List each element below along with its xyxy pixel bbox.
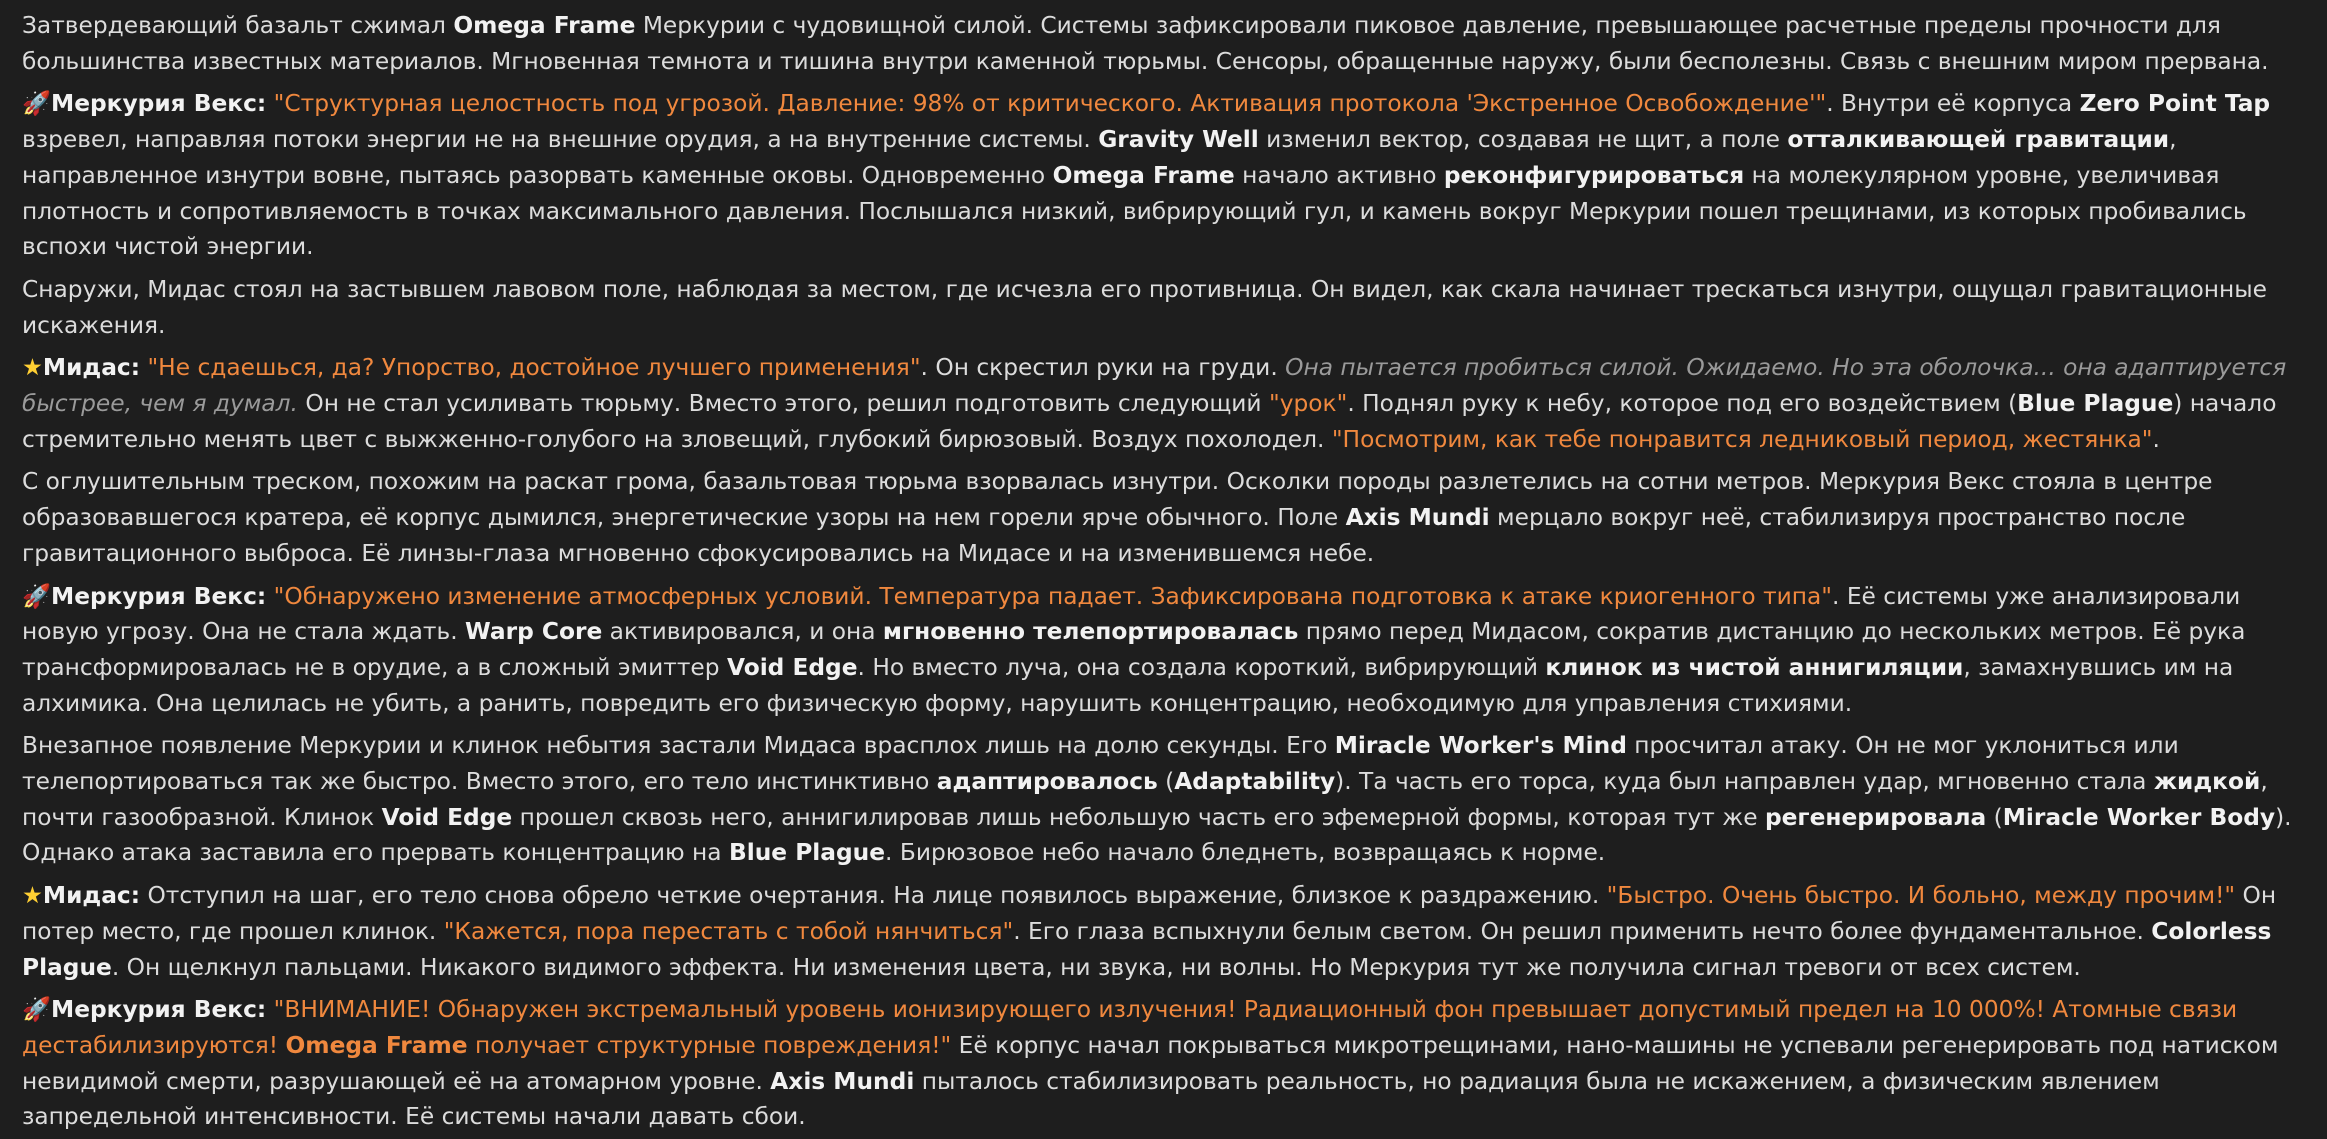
narrative-text: Затвердевающий базальт сжимал [22,12,454,39]
speaker-name: Мидас: [42,882,141,910]
narrative-text: прямо перед Мидасом, сократив дистанцию до нескольких метров. Её рука трансформировалась не в орудие, а в сложный эмиттер [22,618,2246,681]
highlighted-term: Zero Point Tap [2079,90,2271,118]
rocket-icon: 🚀 [22,582,52,610]
speech-paragraph [22,86,2305,265]
highlighted-term: Void Edge [381,803,513,831]
highlighted-term: Miracle Worker's Mind [1334,732,1627,760]
rocket-icon: 🚀 [22,996,52,1024]
narrative-text: пыталось стабилизировать реальность, но радиация была не искажением, а физическим явлением запредельной интенсивности. Её системы начали давать сбои. [22,1067,2160,1131]
narrative-text: ( [1157,768,1175,796]
highlighted-term: Warp Core [465,618,603,646]
narration-paragraph [22,728,2305,871]
narrative-text: начало активно [1234,161,1444,189]
rocket-icon: 🚀 [22,90,52,118]
narrative-text: изменил вектор, создавая не щит, а поле [1258,126,1788,154]
speaker-name: Меркурия Векс: [51,90,267,118]
narration-paragraph [22,8,2305,79]
narrative-text: прошел сквозь него, аннигилировав лишь небольшую часть его эфемерной формы, которая тут же [512,803,1765,831]
highlighted-term: Axis Mundi [1345,504,1490,532]
narrative-text: . Его глаза вспыхнули белым светом. Он решил применить нечто более фундаментальное. [1013,917,2152,945]
speaker-name: Меркурия Векс: [51,582,267,610]
dialogue-quote: "Обнаружено изменение атмосферных условий. Температура падает. Зафиксирована подготовка к атаке криогенного типа" [273,582,1833,610]
dialogue-quote: "Посмотрим, как тебе понравится ледниковый период, жестянка" [1331,425,2153,453]
highlighted-term: Miracle Worker Body [2002,803,2276,831]
dialogue-quote: "Структурная целостность под угрозой. Давление: 98% от критического. Активация протокола 'Экстренное Освобождение'" [273,90,1827,118]
highlighted-term: мгновенно телепортировалась [882,618,1299,646]
narrative-text: ). Однако атака заставила его прервать концентрацию на [22,803,2292,867]
speaker-name: Мидас: [42,354,141,382]
narrative-text: . Внутри её корпуса [1826,90,2080,118]
narrative-text: , почти газообразной. Клинок [22,768,2268,831]
star-icon: ★ [22,354,43,382]
highlighted-term: регенерировала [1764,803,1987,831]
highlighted-term: Omega Frame [453,12,636,39]
narrative-text: Отступил на шаг, его тело снова обрело четкие очертания. На лице появилось выражение, близкое к раздражению. [147,882,1607,910]
narrative-text: . [2152,425,2160,453]
highlighted-term: жидкой [2153,768,2261,796]
narrative-text: . Поднял руку к небу, которое под его воздействием ( [1347,390,2018,418]
highlighted-term: клинок из чистой аннигиляции [1545,653,1964,681]
highlighted-term: Gravity Well [1098,126,1259,154]
quoted-term: Omega Frame [285,1031,468,1059]
highlighted-term: Omega Frame [1052,161,1235,189]
narrative-text: активировался, и она [602,618,883,646]
narrative-text: Внезапное появление Меркурии и клинок небытия застали Мидаса врасплох лишь на долю секунды. Его [22,732,1335,760]
narrative-text: , направленное изнутри вовне, пытаясь разорвать каменные оковы. Одновременно [22,126,2177,189]
speech-paragraph [22,878,2305,985]
narrative-text: Он не стал усиливать тюрьму. Вместо этого, решил подготовить следующий [297,390,1269,418]
highlighted-term: Blue Plague [2017,390,2174,418]
speech-paragraph [22,579,2305,722]
highlighted-term: Adaptability [1174,768,1336,796]
narrative-text: . Он скрестил руки на груди. [920,354,1286,382]
highlighted-term: Blue Plague [728,839,886,867]
narrative-text: Он потер место, где прошел клинок. [22,882,2277,945]
narration-paragraph [22,464,2305,571]
narrative-text: . Он щелкнул пальцами. Никакого видимого эффекта. Ни изменения цвета, ни звука, ни волны. Но Меркурия тут же получила сигнал тревоги от всех систем. [111,953,2081,981]
speech-paragraph [22,992,2305,1135]
narrative-text: С оглушительным треском, похожим на раскат грома, базальтовая тюрьма взорвалась изнутри. Осколки породы разлетелись на сотни метров. Меркурия Векс стояла в центре образовавшегося кратера, её корпус дымился, энергетические узоры на нем горели ярче обычного. Поле [22,468,2213,532]
narrative-text: ( [1986,803,2003,831]
highlighted-term: реконфигурироваться [1443,161,1745,189]
narrative-text: взревел, направляя потоки энергии не на внешние орудия, а на внутренние системы. [22,126,1099,154]
star-icon: ★ [22,882,43,910]
narrative-text: Снаружи, Мидас стоял на застывшем лавовом поле, наблюдая за местом, где исчезла его противница. Он видел, как скала начинает трескаться изнутри, ощущал гравитационные искажения. [22,275,2267,339]
narrative-text: Меркурии с чудовищной силой. Системы зафиксировали пиковое давление, превышающее расчетные пределы прочности для большинства известных материалов. Мгновенная темнота и тишина внутри каменной тюрьмы. Сенсоры, обращенные наружу, были бесполезны. Связь с внешним миром прервана. [22,12,2269,75]
dialogue-quote: получает структурные повреждения!" [467,1031,952,1059]
narrative-text: , замахнувшись им на алхимика. Она целилась не убить, а ранить, повредить его физическую форму, нарушить концентрацию, необходимую для управления стихиями. [22,653,2234,717]
highlighted-term: Void Edge [726,653,858,681]
narrative-text: ). Та часть его торса, куда был направлен удар, мгновенно стала [1335,768,2154,796]
highlighted-term: отталкивающей гравитации [1787,126,2170,154]
narrative-text: . Но вместо луча, она создала короткий, вибрирующий [857,653,1546,681]
story-transcript [22,8,2305,1135]
dialogue-quote: "Кажется, пора перестать с тобой нянчиться" [443,917,1014,945]
speech-paragraph [22,350,2305,457]
narrative-text: . Бирюзовое небо начало бледнеть, возвращаясь к норме. [885,839,1606,867]
narrative-text: ) начало стремительно менять цвет с выжженно-голубого на зловещий, глубокий бирюзовый. Воздух похолодел. [22,390,2277,453]
dialogue-quote: "Не сдаешься, да? Упорство, достойное лучшего применения" [147,354,921,382]
dialogue-quote: "урок" [1268,390,1348,418]
dialogue-quote: "Быстро. Очень быстро. И больно, между прочим!" [1606,882,2236,910]
highlighted-term: адаптировалось [936,768,1158,796]
speaker-name: Меркурия Векс: [51,996,267,1024]
dialogue-quote: "ВНИМАНИЕ! Обнаружен экстремальный уровень ионизирующего излучения! Радиационный фон превышает допустимый предел на 10 000%! Атомные связи дестабилизируются! [22,996,2238,1059]
inner-thought: Она пытается пробиться силой. Ожидаемо. Но эта оболочка... она адаптируется быстрее, чем я думал. [22,354,2287,418]
highlighted-term: Axis Mundi [770,1067,915,1095]
narrative-text: на молекулярном уровне, увеличивая плотность и сопротивляемость в точках максимального давления. Послышался низкий, вибрирующий гул, и камень вокруг Меркурии пошел трещинами, из которых пробивались вспохи чистой энергии. [22,161,2247,261]
narrative-text: Её корпус начал покрываться микротрещинами, нано-машины не успевали регенерировать под натиском невидимой смерти, разрушающей её на атомарном уровне. [22,1031,2279,1095]
narrative-text: мерцало вокруг неё, стабилизируя пространство после гравитационного выброса. Её линзы-глаза мгновенно сфокусировались на Мидасе и на изменившемся небе. [22,504,2186,567]
highlighted-term: Colorless Plague [22,917,2272,981]
narrative-text: просчитал атаку. Он не мог уклониться или телепортироваться так же быстро. Вместо этого, его тело инстинктивно [22,732,2179,796]
narrative-text: . Её системы уже анализировали новую угрозу. Она не стала ждать. [22,582,2241,646]
narration-paragraph [22,272,2305,343]
